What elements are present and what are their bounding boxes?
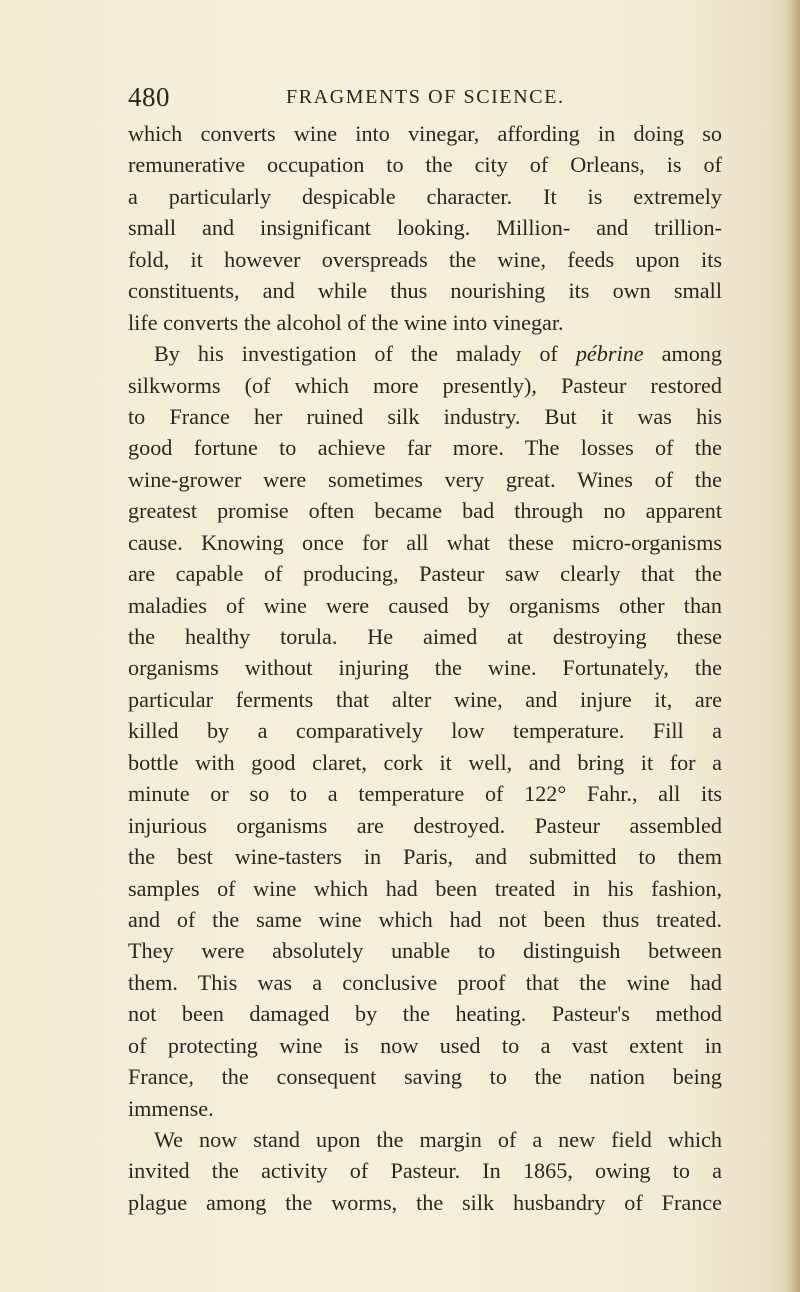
text-line-with-italic [128,338,722,369]
text-line: cause. Knowing once for all what these micro-organisms [128,529,722,555]
text-line: remunerative occupation to the city of Orleans, is of [128,152,722,178]
text-line: samples of wine which had been treated in his fashion, [128,875,722,901]
body-text [128,118,722,1218]
text-line: the best wine-tasters in Paris, and submitted to them [128,844,722,870]
text-line: They were absolutely unable to distinguish between [128,938,722,964]
text-line: bottle with good claret, cork it well, and bring it for a [128,749,722,775]
text-line: good fortune to achieve far more. The losses of the [128,435,722,461]
text-line: greatest promise often became bad through no apparent [128,498,722,524]
text-line: the healthy torula. He aimed at destroying these [128,624,722,649]
text-line: to France her ruined silk industry. But it was his [128,403,722,429]
text-line: constituents, and while thus nourishing its own small [128,278,722,304]
text-line: maladies of wine were caused by organisms other than [128,592,722,618]
text-line: plague among the worms, the silk husbandry of France [128,1189,722,1215]
text-line: which converts wine into vinegar, affording in doing so [128,121,722,146]
page-number: 480 [128,82,170,112]
text-fragment: among [643,341,722,367]
page-header [0,82,800,118]
text-line: injurious organisms are destroyed. Pasteur assembled [128,812,722,838]
italic-term: pébrine [575,341,644,367]
text-line: life converts the alcohol of the wine into vinegar. [128,309,564,335]
text-line: particular ferments that alter wine, and injure it, are [128,686,722,712]
text-line: killed by a comparatively low temperature. Fill a [128,718,722,744]
text-line: immense. [128,1095,214,1121]
text-line: fold, it however overspreads the wine, feeds upon its [128,246,722,272]
text-line: minute or so to a temperature of 122° Fahr., all its [128,781,722,807]
text-line: We now stand upon the margin of a new field which [154,1127,722,1152]
text-line: wine-grower were sometimes very great. Wines of the [128,466,722,492]
text-line: silkworms (of which more presently), Pasteur restored [128,372,722,398]
text-fragment: By his investigation of the malady of [154,341,576,367]
text-line: invited the activity of Pasteur. In 1865, owing to a [128,1158,722,1184]
running-head: FRAGMENTS OF SCIENCE. [286,86,565,108]
text-line: of protecting wine is now used to a vast extent in [128,1032,722,1058]
page-edge-shadow [786,0,800,1292]
text-line: organisms without injuring the wine. Fortunately, the [128,655,722,681]
text-line: them. This was a conclusive proof that the wine had [128,969,722,995]
text-line: are capable of producing, Pasteur saw clearly that the [128,561,722,587]
text-line: France, the consequent saving to the nation being [128,1064,722,1090]
text-line: and of the same wine which had not been thus treated. [128,906,722,932]
text-line: not been damaged by the heating. Pasteur's method [128,1001,722,1027]
text-line: a particularly despicable character. It is extremely [128,183,722,209]
text-line: small and insignificant looking. Million- and trillion- [128,215,722,241]
